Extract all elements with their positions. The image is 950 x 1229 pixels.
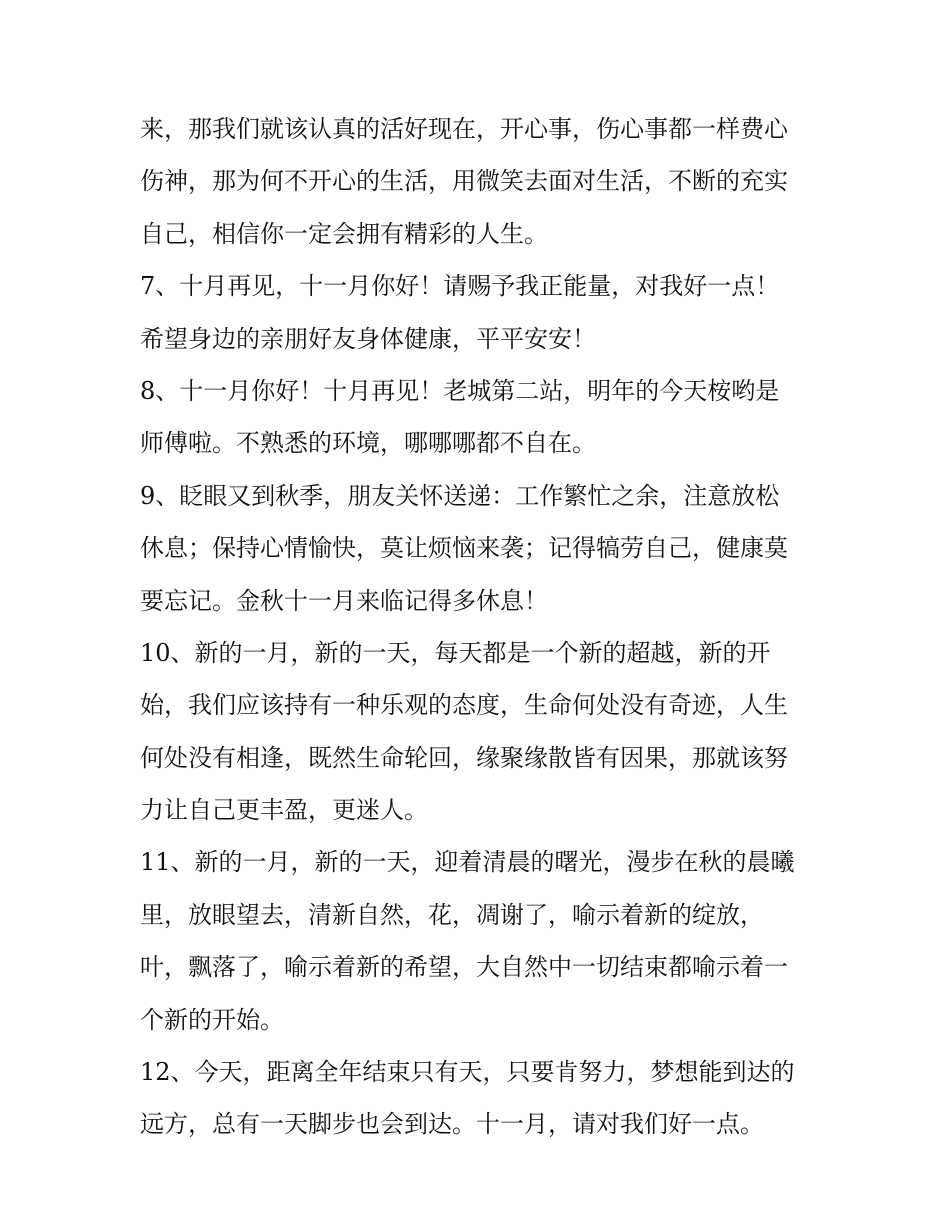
text-line: 始，我们应该持有一种乐观的态度，生命何处没有奇迹，人生 [140, 691, 788, 720]
text-line: 10、新的一月，新的一天，每天都是一个新的超越，新的开 [140, 638, 771, 667]
body-text [140, 103, 820, 1151]
text-line: 里，放眼望去，清新自然，花，凋谢了，喻示着新的绽放， [140, 900, 764, 929]
text-line: 何处没有相逢，既然生命轮回，缘聚缘散皆有因果，那就该努 [140, 743, 788, 772]
text-line: 伤神，那为何不开心的生活，用微笑去面对生活，不断的充实 [140, 167, 788, 196]
text-line: 12、今天，距离全年结束只有天，只要肯努力，梦想能到达的 [140, 1058, 795, 1087]
text-line: 8、十一月你好！十月再见！老城第二站，明年的今天桉哟是 [140, 376, 780, 405]
text-line: 自己，相信你一定会拥有精彩的人生。 [140, 219, 548, 248]
text-line: 11、新的一月，新的一天，迎着清晨的曙光，漫步在秋的晨曦 [140, 848, 795, 877]
text-line: 远方，总有一天脚步也会到达。十一月，请对我们好一点。 [140, 1110, 764, 1139]
text-line: 要忘记。金秋十一月来临记得多休息！ [140, 586, 548, 615]
text-line: 个新的开始。 [140, 1005, 284, 1034]
text-line: 9、眨眼又到秋季，朋友关怀送递：工作繁忙之余，注意放松 [140, 481, 780, 510]
text-line: 来，那我们就该认真的活好现在，开心事，伤心事都一样费心 [140, 115, 788, 143]
text-line: 7、十月再见，十一月你好！请赐予我正能量，对我好一点！ [140, 272, 780, 301]
text-line: 希望身边的亲朋好友身体健康，平平安安！ [140, 324, 596, 353]
text-line: 叶，飘落了，喻示着新的希望，大自然中一切结束都喻示着一 [140, 953, 788, 982]
text-line: 休息；保持心情愉快，莫让烦恼来袭；记得犒劳自己，健康莫 [140, 534, 788, 563]
text-line: 力让自己更丰盈，更迷人。 [140, 796, 428, 825]
text-line: 师傅啦。不熟悉的环境，哪哪哪都不自在。 [140, 429, 596, 458]
